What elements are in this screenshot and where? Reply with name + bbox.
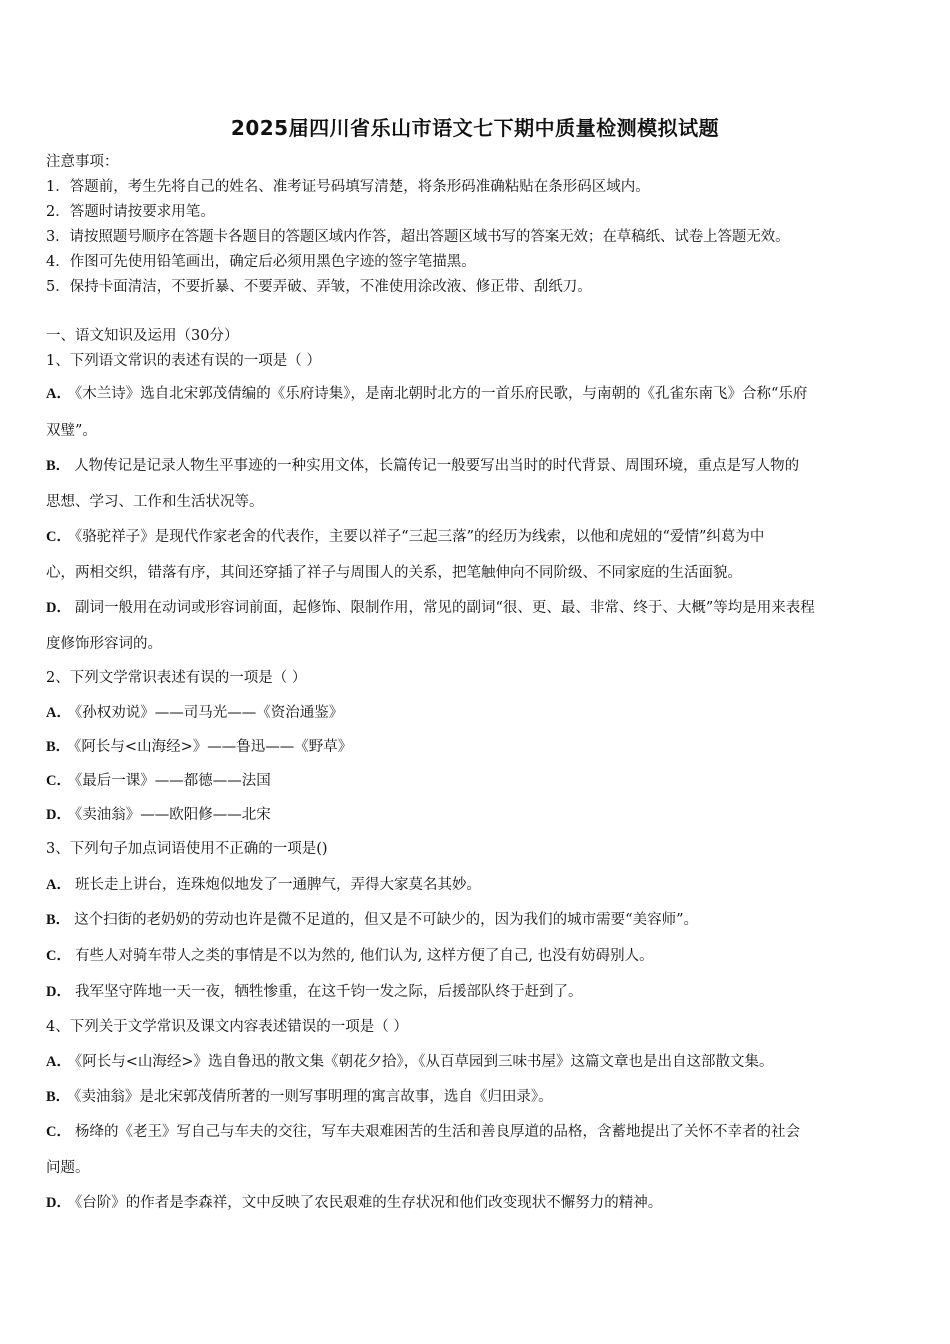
option-text-continued: 度修饰形容词的。 — [46, 636, 162, 652]
option-label: C． — [46, 1124, 71, 1140]
option-label: B． — [46, 1089, 71, 1105]
option-text: 班长走上讲台，连珠炮似地发了一通脾气，弄得大家莫名其妙。 — [74, 877, 481, 893]
option-a — [46, 875, 910, 895]
question-stem: 1、下列语文常识的表述有误的一项是（ ） — [46, 353, 321, 369]
option-text: 《台阶》的作者是李森祥，文中反映了农民艰难的生存状况和他们改变现状不懈努力的精神。 — [74, 1195, 663, 1211]
option-text-continued: 思想、学习、工作和生活状况等。 — [46, 494, 264, 510]
option-c — [46, 1122, 910, 1142]
notice-heading: 注意事项： — [46, 154, 119, 170]
option-label: A． — [46, 386, 71, 402]
option-text: 《孙权劝说》——司马光——《资治通鉴》 — [74, 705, 344, 721]
option-d — [46, 982, 910, 1002]
option-text: 《卖油翁》——欧阳修——北宋 — [74, 807, 271, 823]
option-a — [46, 384, 910, 404]
option-text-continued: 心，两相交织，错落有序，其间还穿插了祥子与周围人的关系，把笔触伸向不同阶级、不同家庭的生活面貌。 — [46, 565, 742, 581]
option-label: A． — [46, 1054, 71, 1070]
option-label: C． — [46, 948, 71, 964]
option-label: D． — [46, 600, 71, 616]
option-text: 《阿长与<山海经>》选自鲁迅的散文集《朝花夕拾》，《从百草园到三味书屋》这篇文章也是出自这部散文集。 — [74, 1054, 774, 1070]
option-text: 这个扫街的老奶奶的劳动也许是微不足道的，但又是不可缺少的，因为我们的城市需要“美容师”。 — [74, 912, 698, 928]
option-text: 《木兰诗》选自北宋郭茂倩编的《乐府诗集》，是南北朝时北方的一首乐府民歌，与南朝的《孔雀东南飞》合称“乐府 — [74, 386, 808, 402]
option-a — [46, 703, 910, 723]
option-text: 杨绛的《老王》写自己与车夫的交往，写车夫艰难困苦的生活和善良厚道的品格，含蓄地提出了关怀不幸者的社会 — [74, 1124, 800, 1140]
option-text-continued: 双璧”。 — [46, 423, 97, 439]
option-b — [46, 1087, 910, 1107]
option-text-continued: 问题。 — [46, 1160, 90, 1176]
option-d — [46, 1193, 910, 1213]
option-label: D． — [46, 984, 71, 1000]
option-label: D． — [46, 807, 71, 823]
option-text: 副词一般用在动词或形容词前面，起修饰、限制作用，常见的副词“很、更、最、非常、终于、大概”等均是用来表程 — [74, 600, 815, 616]
option-c — [46, 527, 910, 547]
notice-item: 1．答题前，考生先将自己的姓名、准考证号码填写清楚，将条形码准确粘贴在条形码区域内。 — [46, 179, 650, 195]
section-heading: 一、语文知识及运用（30分） — [46, 328, 239, 344]
notice-item: 2．答题时请按要求用笔。 — [46, 204, 215, 220]
option-label: D． — [46, 1195, 71, 1211]
notice-item: 3．请按照题号顺序在答题卡各题目的答题区域内作答，超出答题区域书写的答案无效；在草稿纸、试卷上答题无效。 — [46, 229, 790, 245]
option-b — [46, 456, 910, 476]
option-text: 《最后一课》——都德——法国 — [74, 773, 271, 789]
option-label: A． — [46, 705, 71, 721]
option-text: 有些人对骑车带人之类的事情是不以为然的, 他们认为, 这样方便了自己, 也没有妨碍别人。 — [74, 948, 654, 964]
option-b — [46, 737, 910, 757]
option-d — [46, 598, 910, 618]
option-label: C． — [46, 529, 71, 545]
page-title: 2025届四川省乐山市语文七下期中质量检测模拟试题 — [230, 116, 720, 140]
option-label: B． — [46, 739, 71, 755]
question-stem: 2、下列文学常识表述有误的一项是（ ） — [46, 670, 307, 686]
option-b — [46, 910, 910, 930]
option-label: C． — [46, 773, 71, 789]
option-text: 《骆驼祥子》是现代作家老舍的代表作，主要以祥子“三起三落”的经历为线索，以他和虎妞的“爱情”纠葛为中 — [74, 529, 765, 545]
question-stem: 3、下列句子加点词语使用不正确的一项是() — [46, 841, 328, 857]
option-d — [46, 805, 910, 825]
option-a — [46, 1052, 910, 1072]
option-text: 《卖油翁》是北宋郭茂倩所著的一则写事明理的寓言故事，选自《归田录》。 — [74, 1089, 553, 1105]
option-text: 《阿长与<山海经>》——鲁迅——《野草》 — [74, 739, 353, 755]
option-text: 我军坚守阵地一天一夜，牺牲惨重，在这千钧一发之际，后援部队终于赶到了。 — [74, 984, 583, 1000]
notice-item: 4．作图可先使用铅笔画出，确定后必须用黑色字迹的签字笔描黑。 — [46, 254, 476, 270]
option-label: B． — [46, 458, 71, 474]
option-label: A． — [46, 877, 71, 893]
option-c — [46, 946, 910, 966]
option-text: 人物传记是记录人物生平事迹的一种实用文体，长篇传记一般要写出当时的时代背景、周围环境，重点是写人物的 — [74, 458, 800, 474]
option-label: B． — [46, 912, 71, 928]
question-stem: 4、下列关于文学常识及课文内容表述错误的一项是（ ） — [46, 1019, 408, 1035]
option-c — [46, 771, 910, 791]
notice-item: 5．保持卡面清洁，不要折暴、不要弄破、弄皱，不准使用涂改液、修正带、刮纸刀。 — [46, 279, 592, 295]
